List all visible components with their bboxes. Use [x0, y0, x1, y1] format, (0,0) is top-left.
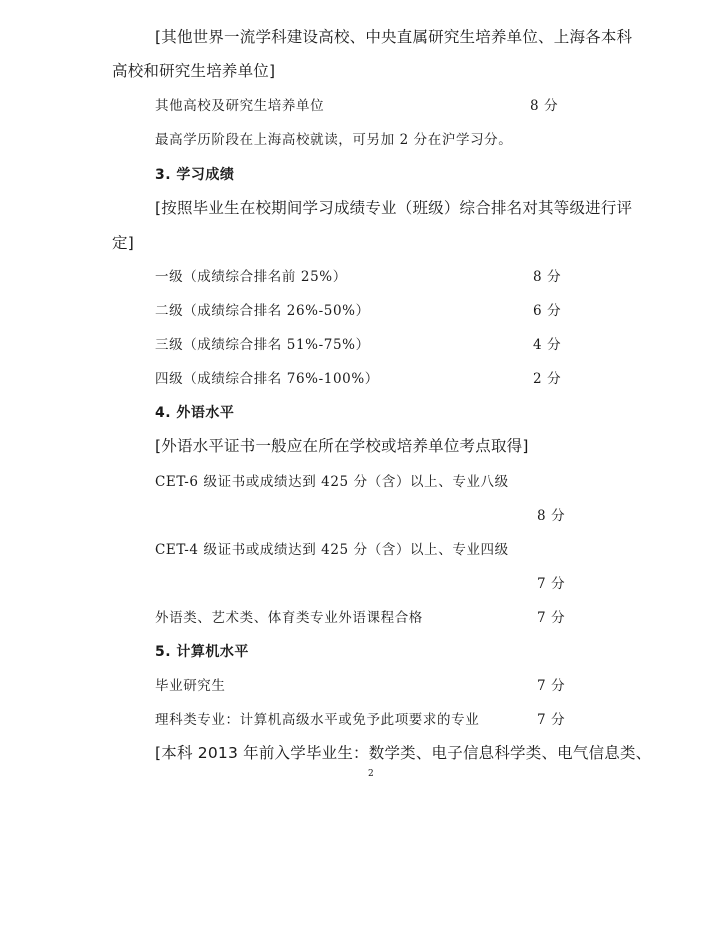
score-value: 4 分	[533, 337, 562, 353]
bracket-note-line: [按照毕业生在校期间学习成绩专业（班级）综合排名对其等级进行评	[155, 199, 633, 217]
score-value: 7 分	[537, 712, 566, 728]
score-value: 6 分	[533, 303, 562, 319]
score-value: 8 分	[537, 508, 566, 524]
criterion-item: 三级（成绩综合排名 51%-75%）	[155, 337, 370, 353]
score-value: 7 分	[537, 610, 566, 626]
score-value: 2 分	[533, 371, 562, 387]
criterion-item: 最高学历阶段在上海高校就读，可另加 2 分在沪学习分。	[155, 132, 513, 148]
criterion-item: CET-4 级证书或成绩达到 425 分（含）以上、专业四级	[155, 542, 509, 558]
criterion-item: 二级（成绩综合排名 26%-50%）	[155, 303, 370, 319]
section-heading: 3. 学习成绩	[155, 167, 235, 183]
page-number: 2	[368, 769, 374, 779]
score-value: 7 分	[537, 678, 566, 694]
criterion-item: 外语类、艺术类、体育类专业外语课程合格	[155, 610, 423, 626]
criterion-item: 一级（成绩综合排名前 25%）	[155, 269, 347, 285]
section-heading: 5. 计算机水平	[155, 644, 249, 660]
bracket-note-line: 定]	[112, 234, 134, 252]
section-heading: 4. 外语水平	[155, 405, 235, 421]
bracket-note-line: [其他世界一流学科建设高校、中央直属研究生培养单位、上海各本科	[155, 28, 633, 46]
bracket-note-line: [本科 2013 年前入学毕业生：数学类、电子信息科学类、电气信息类、	[155, 744, 652, 762]
score-value: 7 分	[537, 576, 566, 592]
criterion-item: CET-6 级证书或成绩达到 425 分（含）以上、专业八级	[155, 474, 509, 490]
score-value: 8 分	[533, 269, 562, 285]
criterion-item: 其他高校及研究生培养单位	[155, 98, 325, 114]
bracket-note-line: 高校和研究生培养单位]	[112, 62, 276, 80]
criterion-item: 毕业研究生	[155, 678, 226, 694]
criterion-item: 四级（成绩综合排名 76%-100%）	[155, 371, 379, 387]
criterion-item: 理科类专业：计算机高级水平或免予此项要求的专业	[155, 712, 480, 728]
bracket-note-line: [外语水平证书一般应在所在学校或培养单位考点取得]	[155, 437, 529, 455]
score-value: 8 分	[530, 98, 559, 114]
